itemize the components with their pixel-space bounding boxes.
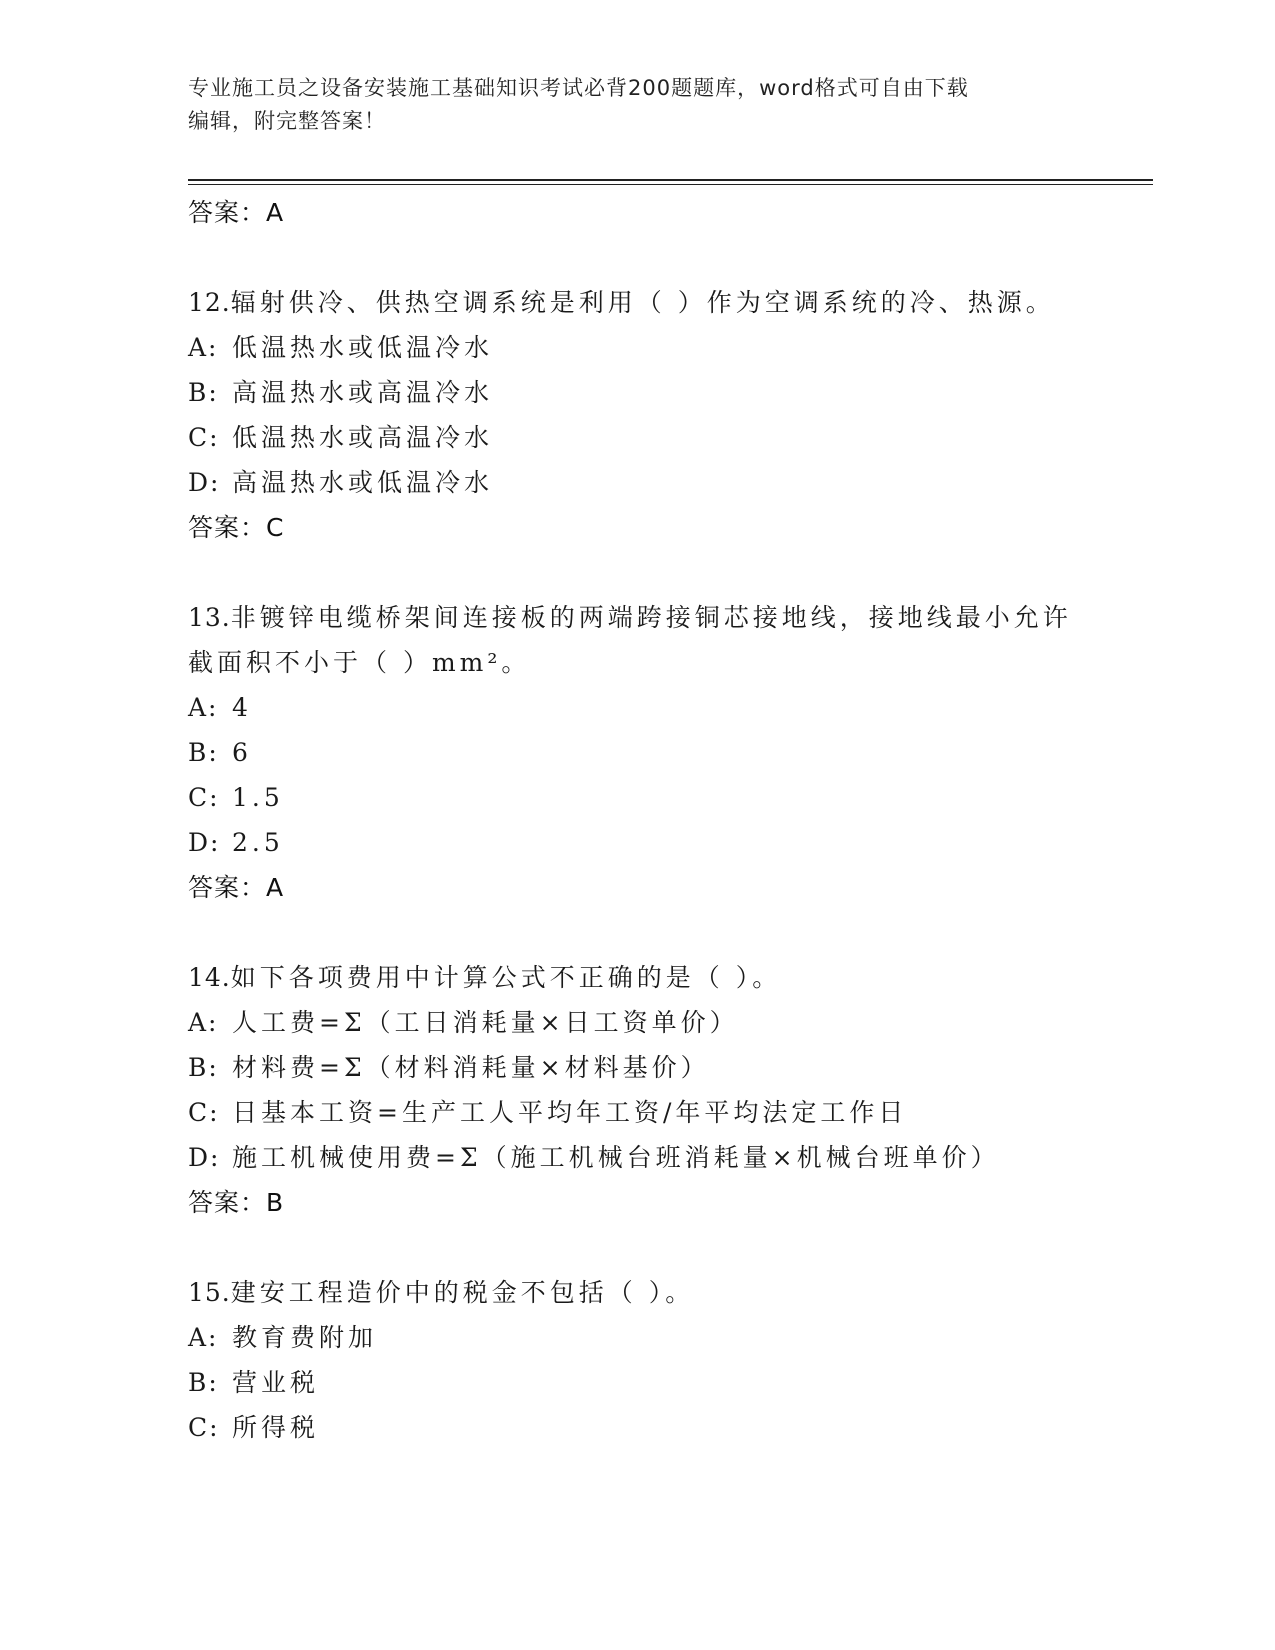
answer-prefix: 答案： [188,873,267,902]
document-header [188,72,1068,138]
answer-prefix: 答案： [188,1188,267,1217]
question-text [188,280,1088,325]
answer-prefix: 答案： [188,513,267,542]
option-letter: A: [188,1008,219,1037]
option-letter: D: [188,468,221,497]
question-number: 13. [188,603,231,632]
option-c [188,775,1088,820]
option-text: 施工机械使用费=Σ（施工机械台班消耗量×机械台班单价） [232,1143,1000,1172]
question-number: 15. [188,1278,231,1307]
answer-value: B [266,1188,285,1217]
question-block [188,280,1088,550]
option-c [188,1090,1088,1135]
option-c [188,1405,1088,1450]
option-text: 高温热水或低温冷水 [232,468,494,497]
option-text: 1.5 [232,783,284,812]
option-b [188,370,1088,415]
option-text: 所得税 [232,1413,320,1442]
answer-value: A [266,198,285,227]
question-text [188,955,1088,1000]
question-number: 14. [188,963,231,992]
option-letter: B: [188,1053,219,1082]
option-a [188,325,1088,370]
question-stem: 如下各项费用中计算公式不正确的是（ ）。 [230,963,782,992]
option-letter: B: [188,378,219,407]
option-text: 教育费附加 [232,1323,378,1352]
header-divider-thin [188,184,1153,185]
option-a [188,685,1088,730]
answer-line [188,865,1088,910]
option-letter: A: [188,1323,219,1352]
option-d [188,1135,1088,1180]
question-stem: 非镀锌电缆桥架间连接板的两端跨接铜芯接地线，接地线最小允许截面积不小于（ ）mm²。 [188,603,1072,677]
option-d [188,460,1088,505]
answer-prefix: 答案： [188,198,267,227]
question-stem: 建安工程造价中的税金不包括（ ）。 [230,1278,695,1307]
option-text: 高温热水或高温冷水 [232,378,494,407]
option-letter: A: [188,333,219,362]
question-list [188,190,1088,1450]
option-text: 4 [232,693,252,722]
answer-value: C [266,513,285,542]
option-a [188,1000,1088,1045]
header-divider-thick [188,179,1153,181]
option-letter: C: [188,1098,220,1127]
option-letter: C: [188,1413,220,1442]
question-block [188,955,1088,1225]
option-text: 人工费=Σ（工日消耗量×日工资单价） [232,1008,739,1037]
option-letter: C: [188,423,220,452]
option-letter: B: [188,1368,219,1397]
option-letter: D: [188,828,221,857]
option-text: 营业税 [232,1368,320,1397]
question-block [188,595,1088,910]
answer-line [188,505,1088,550]
option-letter: C: [188,783,220,812]
answer-value: A [266,873,285,902]
option-a [188,1315,1088,1360]
previous-answer [188,190,1088,235]
option-c [188,415,1088,460]
question-text [188,595,1088,685]
option-text: 材料费=Σ（材料消耗量×材料基价） [232,1053,710,1082]
option-text: 低温热水或高温冷水 [232,423,494,452]
option-text: 6 [232,738,252,767]
header-line-1: 专业施工员之设备安装施工基础知识考试必背200题题库，word格式可自由下载 [188,76,969,100]
option-d [188,820,1088,865]
header-line-2: 编辑，附完整答案！ [188,109,386,133]
questions-container [188,280,1088,1450]
option-text: 2.5 [232,828,284,857]
option-b [188,730,1088,775]
option-letter: B: [188,738,219,767]
option-text: 日基本工资=生产工人平均年工资/年平均法定工作日 [232,1098,908,1127]
answer-line [188,1180,1088,1225]
option-b [188,1045,1088,1090]
question-text [188,1270,1088,1315]
option-text: 低温热水或低温冷水 [232,333,494,362]
question-block [188,1270,1088,1450]
option-letter: A: [188,693,219,722]
option-letter: D: [188,1143,221,1172]
question-stem: 辐射供冷、供热空调系统是利用（ ）作为空调系统的冷、热源。 [230,288,1055,317]
option-b [188,1360,1088,1405]
question-number: 12. [188,288,231,317]
